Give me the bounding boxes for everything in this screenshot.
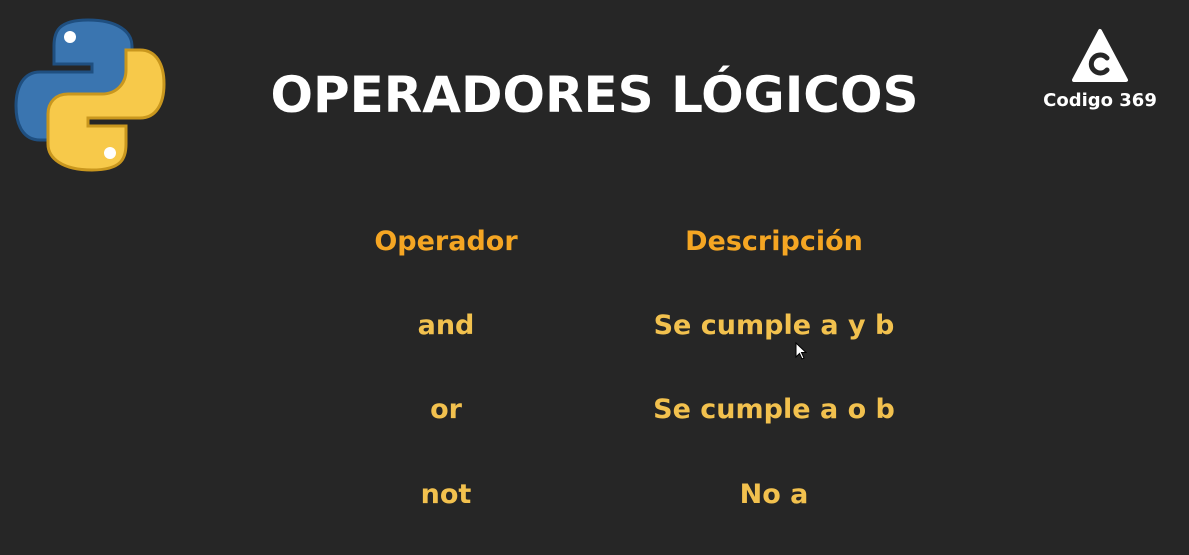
mouse-cursor-icon [795, 342, 807, 360]
operator-cell: and [417, 310, 475, 341]
description-cell: No a [739, 479, 809, 510]
page-title: OPERADORES LÓGICOS [270, 66, 919, 124]
description-cell: Se cumple a o b [653, 394, 895, 425]
operator-cell: or [430, 394, 462, 425]
operator-cell: not [420, 479, 472, 510]
column-header-operator: Operador [374, 226, 518, 257]
column-header-description: Descripción [685, 226, 863, 257]
brand-name: Codigo 369 [1043, 90, 1157, 111]
description-cell: Se cumple a y b [653, 310, 895, 341]
